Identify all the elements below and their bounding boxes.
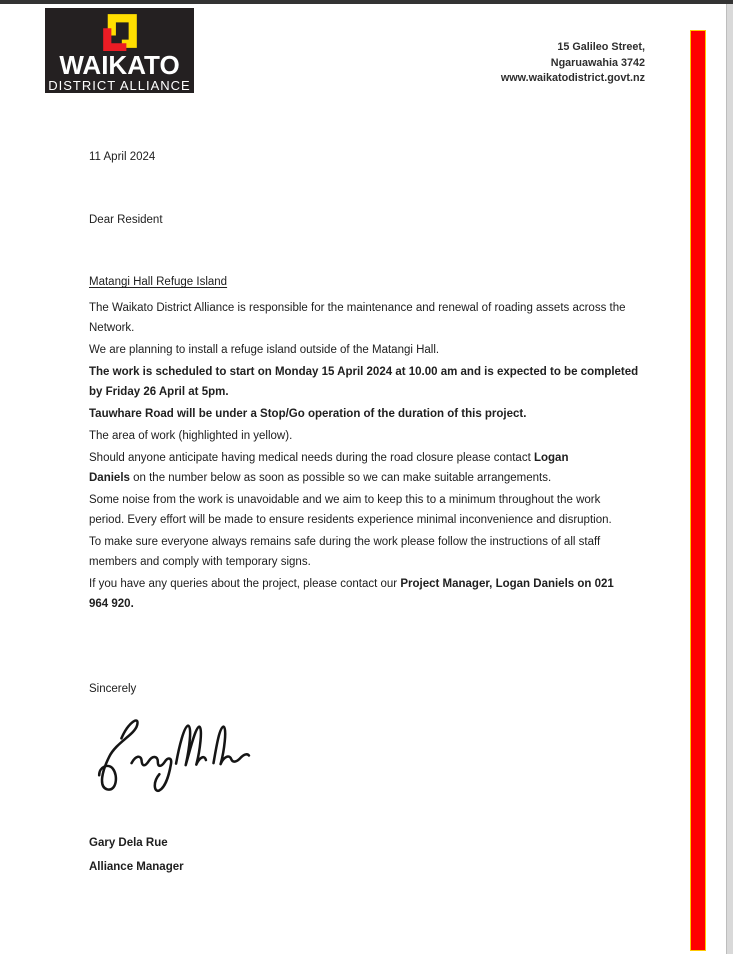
letter-date: 11 April 2024 — [89, 151, 156, 163]
sender-title: Alliance Manager — [89, 861, 184, 873]
signature-image — [89, 711, 251, 797]
letter-body — [89, 0, 649, 877]
paragraph-safety: To make sure everyone always remains safe during the work please follow the instructions of all staff members and comply with temporary signs. — [89, 536, 601, 568]
paragraph-intro: The Waikato District Alliance is responsible for the maintenance and renewal of roading assets across the Network. — [89, 302, 626, 334]
medical-contact-name: Logan Daniels — [89, 452, 569, 484]
address-line-2: Ngaruawahia 3742 — [550, 56, 645, 69]
paragraph-planning: We are planning to install a refuge island outside of the Matangi Hall. — [89, 344, 440, 356]
paragraph-area: The area of work (highlighted in yellow). — [89, 430, 293, 442]
paragraph-schedule: The work is scheduled to start on Monday 15 April 2024 at 10.00 am and is expected to be completed by Friday 26 April at 5pm. — [89, 366, 639, 398]
queries-text-pre: If you have any queries about the project, please contact our — [89, 578, 401, 590]
website-url: www.waikatodistrict.govt.nz — [500, 72, 645, 84]
closing: Sincerely — [89, 683, 137, 695]
sender-name: Gary Dela Rue — [89, 837, 168, 849]
paragraph-stopgo: Tauwhare Road will be under a Stop/Go operation of the duration of this project. — [89, 408, 527, 420]
medical-text-pre: Should anyone anticipate having medical needs during the road closure please contact — [89, 452, 534, 464]
top-window-edge — [0, 0, 733, 4]
subject-heading: Matangi Hall Refuge Island — [89, 276, 228, 288]
paragraph-noise: Some noise from the work is unavoidable and we aim to keep this to a minimum throughout the work period. Every effort will be made to ensure residents experience minimal inconvenience and disruption. — [89, 494, 612, 526]
salutation: Dear Resident — [89, 214, 163, 226]
right-window-edge — [726, 0, 733, 954]
address-line-1: 15 Galileo Street, — [557, 41, 645, 53]
logo-org-name: WAIKATO — [59, 50, 180, 80]
paragraph-queries — [89, 574, 634, 614]
accent-stripe — [690, 30, 706, 951]
paragraph-medical — [89, 448, 609, 488]
medical-text-post: on the number below as soon as possible so we can make suitable arrangements. — [129, 472, 552, 484]
queries-contact-details: Project Manager, Logan Daniels on 021 964 920. — [89, 578, 614, 610]
logo-org-subtitle: DISTRICT ALLIANCE — [48, 78, 191, 93]
